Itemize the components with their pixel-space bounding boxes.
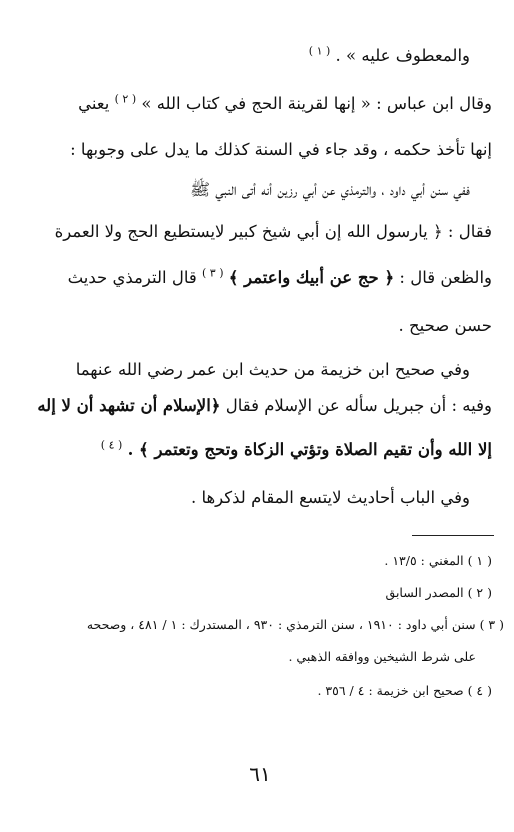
body-text: فقال : ﴿ يارسول الله إن أبي شيخ كبير لايستطيع الحج ولا العمرة [54,222,492,241]
hadith-quote: ﴿الإسلام أن تشهد أن لا إله [37,396,221,415]
hadith-quote: ﴿ حج عن أبيك واعتمر ﴾ [228,268,395,287]
body-text: إنها تأخذ حكمه ، وقد جاء في السنة كذلك ما يدل على وجوبها : [70,140,492,159]
footnote-3: ( ٣ ) سنن أبي داود : ١٩١٠ ، سنن الترمذي : ٩٣٠ ، المستدرك : ١ / ٤٨١ ، وصححه [86,617,504,632]
page-number: ٦١ [249,762,271,786]
body-text: وفي صحيح ابن خزيمة من حديث ابن عمر رضي الله عنهما [75,360,470,379]
body-line-11 [191,486,470,510]
body-line-7 [398,314,492,338]
body-line-1 [309,44,470,68]
body-text: قال الترمذي حديث [67,268,197,287]
body-line-9 [37,394,492,418]
body-line-2 [78,92,492,116]
body-text: حسن صحيح . [398,316,492,335]
body-text: وفي الباب أحاديث لايتسع المقام لذكرها . [190,488,470,507]
footnote-separator [412,535,494,536]
body-text: والمعطوف عليه » . [335,46,470,65]
footnote-3-continuation: على شرط الشيخين ووافقه الذهبي . [288,649,476,664]
body-text: يعني [78,94,110,113]
body-line-5 [55,220,492,244]
footnote-2: ( ٢ ) المصدر السابق [385,585,492,600]
hadith-quote: إلا الله وأن تقيم الصلاة وتؤتي الزكاة وتحج وتعتمر ﴾ . [127,440,492,459]
body-line-10 [101,438,492,462]
body-line-3 [70,138,492,162]
footnote-ref-1: ( ١ ) [308,44,331,58]
body-text: وفيه : أن جبريل سأله عن الإسلام فقال [225,396,492,415]
body-line-6 [68,266,492,290]
footnote-ref-3: ( ٣ ) [201,266,224,280]
body-text: والظعن قال : [399,268,492,287]
footnote-4: ( ٤ ) صحيح ابن خزيمة : ٤ / ٣٥٦ . [317,683,492,698]
footnote-ref-2: ( ٢ ) [114,92,137,106]
body-text: وقال ابن عباس : « إنها لقرينة الحج في كتاب الله » [141,94,492,113]
body-line-4 [190,178,470,202]
body-line-8 [76,358,470,382]
footnote-1: ( ١ ) المغني : ١٣/٥ . [384,553,492,568]
footnote-ref-4: ( ٤ ) [100,438,123,452]
body-text: ففي سنن أبي داود ، والترمذي عن أبي رزين أنه أتى النبي ﷺ [190,180,470,199]
